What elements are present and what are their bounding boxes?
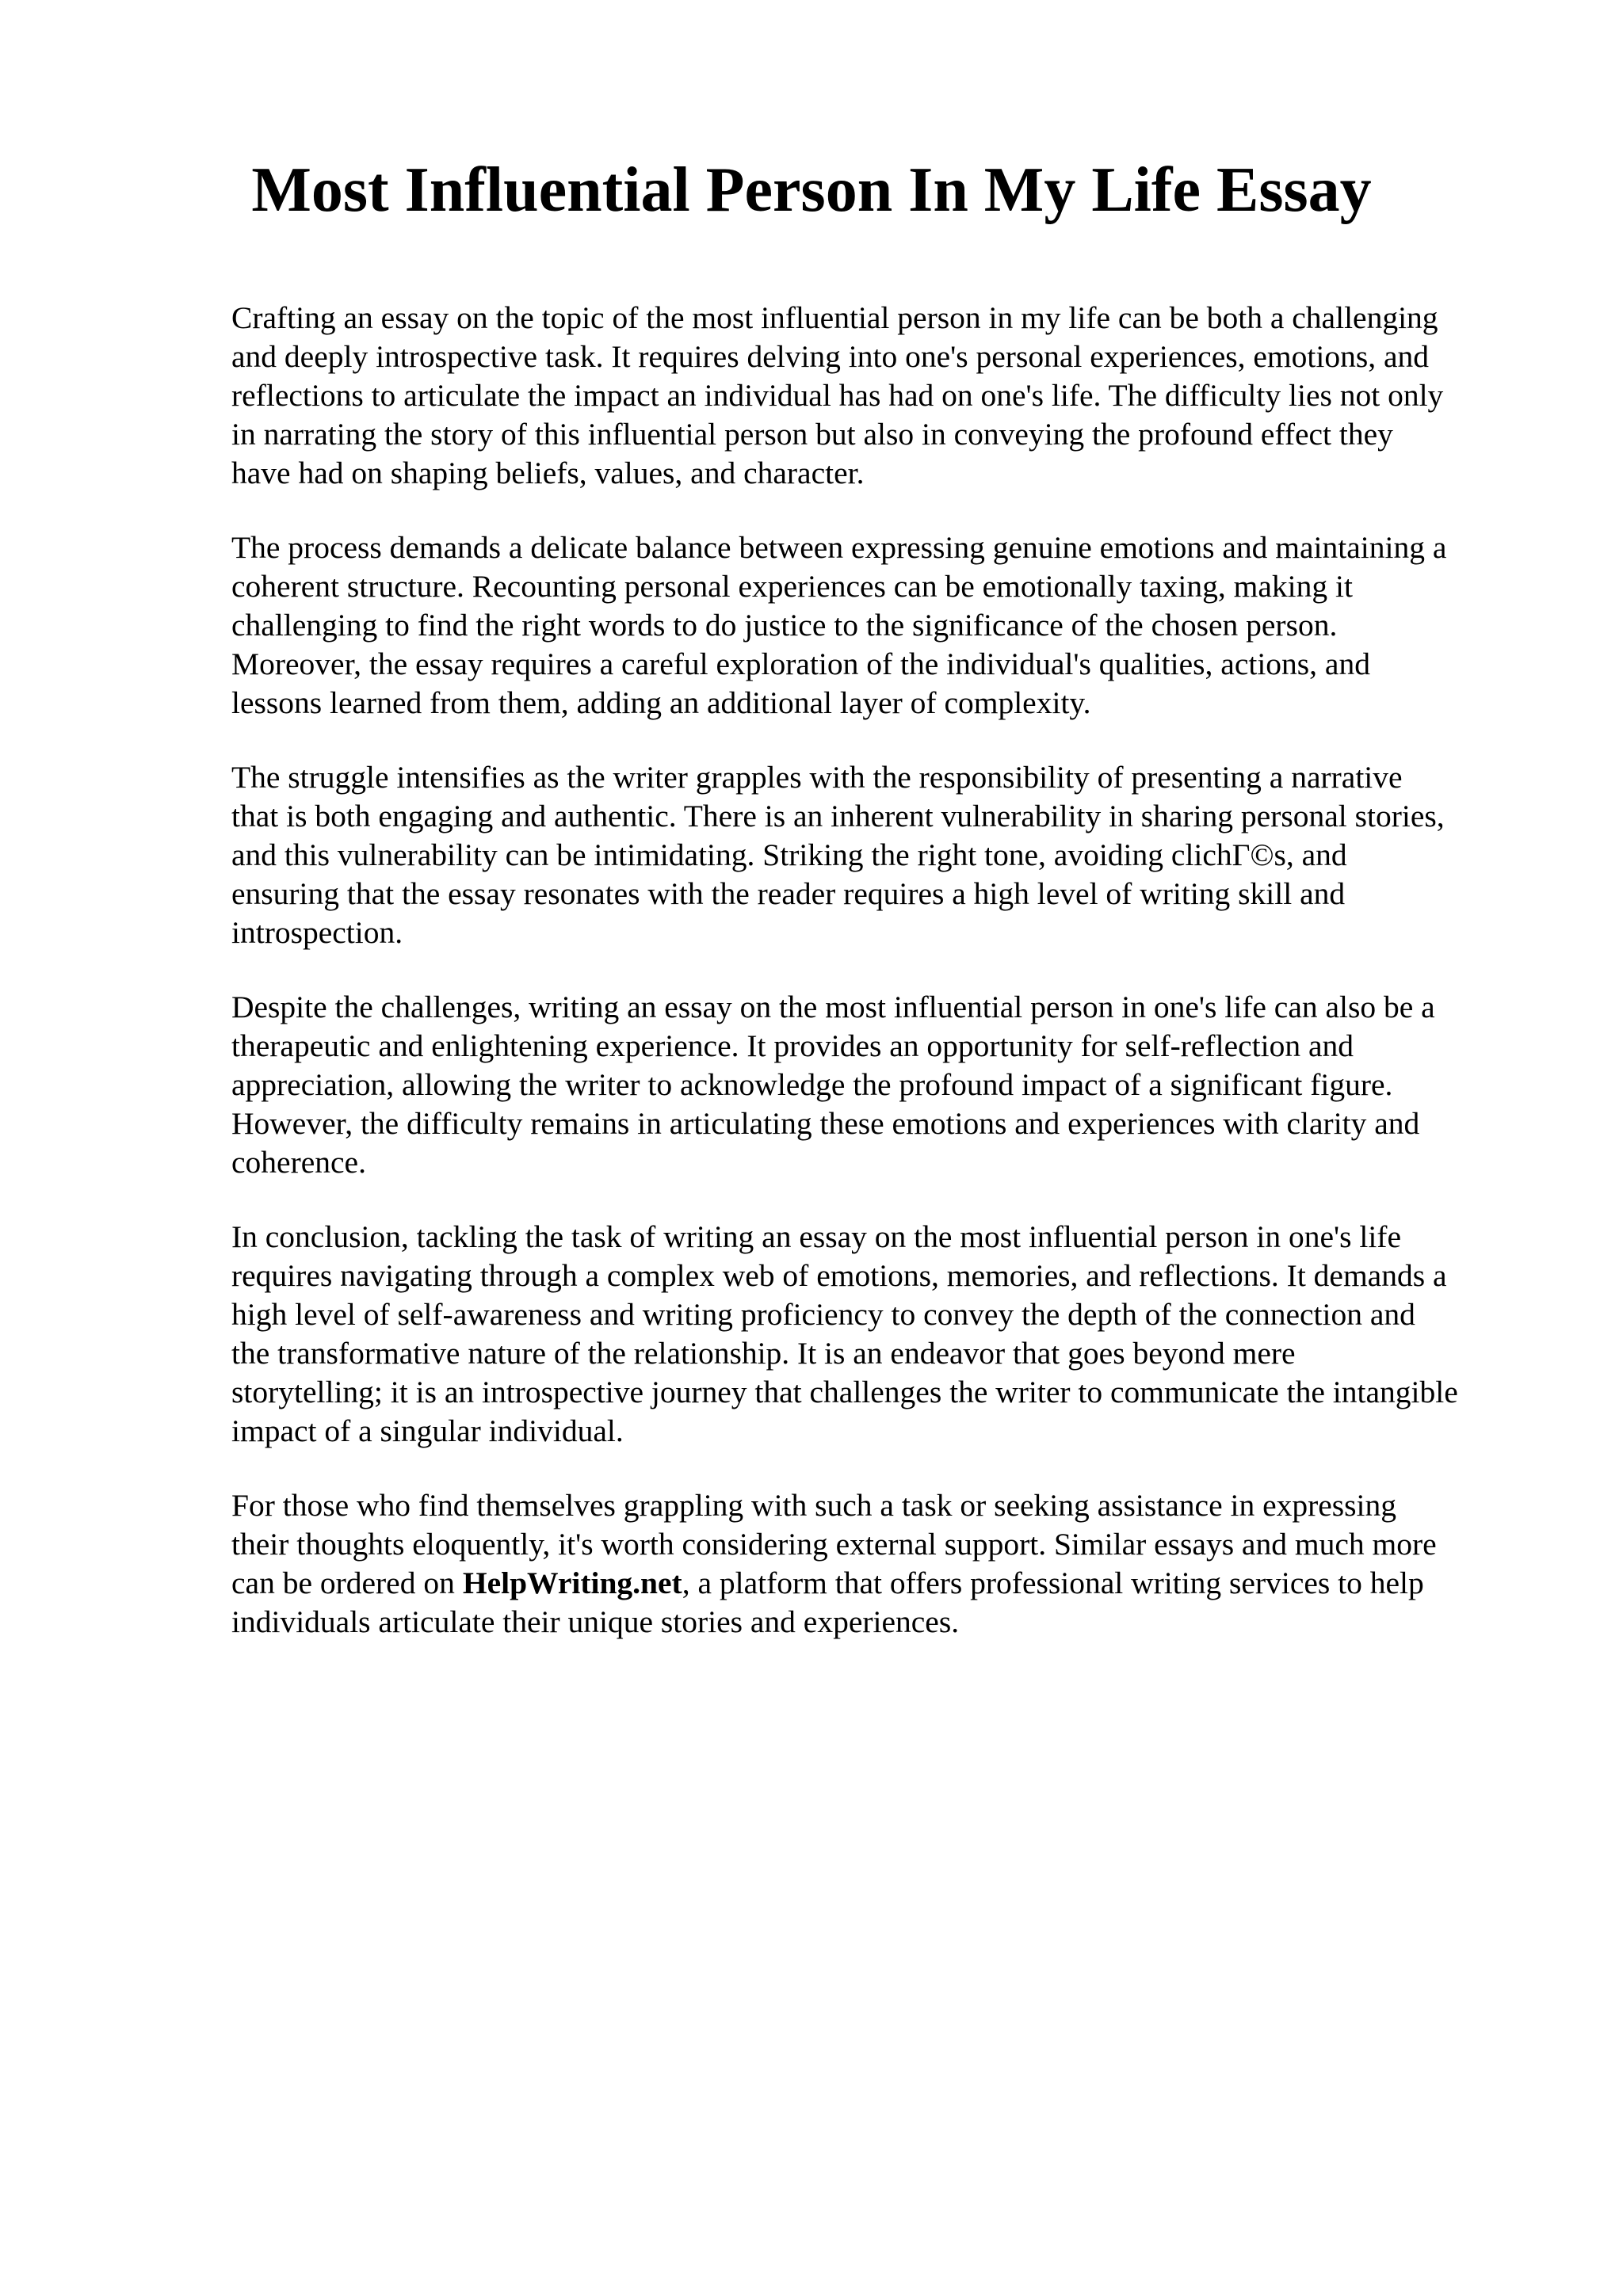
text-line: Despite the challenges, writing an essay on the most influential person in one's life can also be a	[231, 990, 1435, 1024]
text-line: In conclusion, tackling the task of writing an essay on the most influential person in one's life	[231, 1219, 1401, 1254]
text-line: high level of self-awareness and writing proficiency to convey the depth of the connection and	[231, 1297, 1415, 1332]
text-line: impact of a singular individual.	[231, 1413, 624, 1448]
text-line: requires navigating through a complex web of emotions, memories, and reflections. It demands a	[231, 1258, 1447, 1293]
text-line: lessons learned from them, adding an additional layer of complexity.	[231, 685, 1091, 720]
text-line: individuals articulate their unique stories and experiences.	[231, 1604, 960, 1639]
text-line: have had on shaping beliefs, values, and character.	[231, 456, 865, 490]
paragraph	[231, 758, 1531, 952]
text-line-with-brand	[231, 1564, 1531, 1603]
text-line: appreciation, allowing the writer to acknowledge the profound impact of a significant figure.	[231, 1067, 1393, 1102]
text-line: The struggle intensifies as the writer grapples with the responsibility of presenting a narrative	[231, 760, 1403, 795]
text-line: For those who find themselves grappling with such a task or seeking assistance in expressing	[231, 1488, 1397, 1523]
text-line: Crafting an essay on the topic of the most influential person in my life can be both a challenging	[231, 300, 1438, 335]
text-line: storytelling; it is an introspective journey that challenges the writer to communicate the intangible	[231, 1375, 1458, 1409]
closing-paragraph	[231, 1486, 1531, 1642]
brand-name: HelpWriting.net	[462, 1566, 682, 1600]
text-line: Moreover, the essay requires a careful exploration of the individual's qualities, actions, and	[231, 646, 1370, 681]
text-line: and this vulnerability can be intimidating. Striking the right tone, avoiding clichΓ©s, and	[231, 837, 1347, 872]
text-line: reflections to articulate the impact an individual has had on one's life. The difficulty lies not only	[231, 378, 1444, 413]
essay-body	[231, 299, 1531, 1677]
paragraph	[231, 528, 1531, 723]
text-line: and deeply introspective task. It requires delving into one's personal experiences, emotions, and	[231, 339, 1429, 374]
text-line: in narrating the story of this influential person but also in conveying the profound effect they	[231, 417, 1393, 452]
text-line: However, the difficulty remains in articulating these emotions and experiences with clarity and	[231, 1106, 1420, 1141]
text-line: introspection.	[231, 915, 403, 950]
text-line: the transformative nature of the relationship. It is an endeavor that goes beyond mere	[231, 1336, 1296, 1371]
paragraph	[231, 1218, 1531, 1451]
text-line: therapeutic and enlightening experience. It provides an opportunity for self-reflection and	[231, 1028, 1354, 1063]
text-line: challenging to find the right words to do justice to the significance of the chosen person.	[231, 608, 1338, 643]
text-line: that is both engaging and authentic. There is an inherent vulnerability in sharing personal stories,	[231, 799, 1445, 833]
paragraph	[231, 988, 1531, 1182]
text-line: coherent structure. Recounting personal experiences can be emotionally taxing, making it	[231, 569, 1353, 604]
text-line: ensuring that the essay resonates with the reader requires a high level of writing skill and	[231, 876, 1346, 911]
essay-title: Most Influential Person In My Life Essay	[251, 155, 1372, 225]
text-line: coherence.	[231, 1145, 366, 1180]
text-line: The process demands a delicate balance between expressing genuine emotions and maintaining a	[231, 530, 1447, 565]
paragraph	[231, 299, 1531, 493]
text-segment: can be ordered on	[231, 1566, 455, 1600]
text-line: their thoughts eloquently, it's worth considering external support. Similar essays and much more	[231, 1527, 1437, 1562]
text-segment: , a platform that offers professional writing services to help	[682, 1566, 1424, 1600]
